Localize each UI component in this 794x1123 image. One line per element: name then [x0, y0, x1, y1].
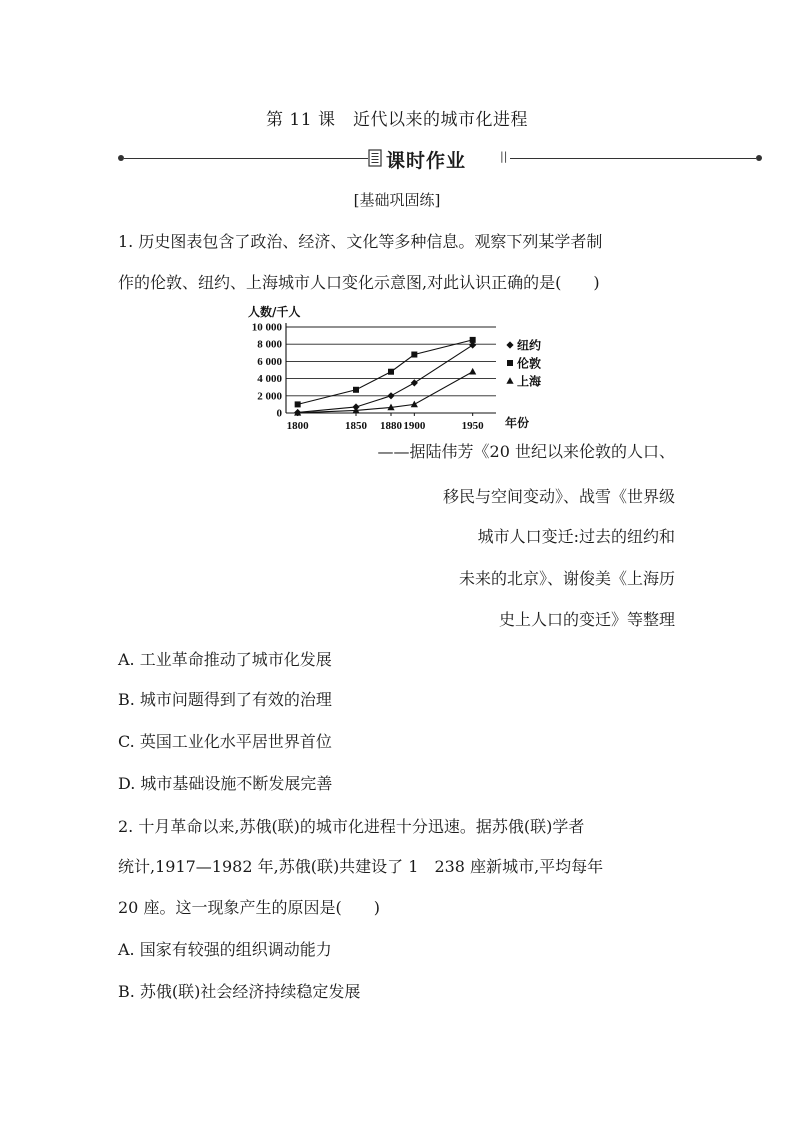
data-point: [469, 368, 476, 375]
x-tick-label: 1800: [286, 420, 309, 432]
data-point: [470, 337, 476, 343]
x-tick-label: 1850: [345, 420, 367, 432]
banner-dot-right: [756, 155, 762, 161]
x-tick-label: 1880: [380, 420, 402, 432]
x-axis-label: 年份: [505, 416, 530, 430]
y-tick-label: 0: [276, 407, 282, 420]
y-tick-label: 10 000: [251, 321, 282, 334]
x-tick-label: 1900: [403, 420, 426, 432]
data-point: [411, 379, 418, 386]
q2-option-b: B. 苏俄(联)社会经济持续稳定发展: [118, 982, 361, 1001]
y-tick-label: 8 000: [257, 338, 282, 351]
data-point: [353, 387, 359, 393]
banner-rule-left: [124, 158, 368, 159]
q1-option-a: A. 工业革命推动了城市化发展: [118, 650, 332, 669]
data-point: [388, 369, 394, 375]
legend-label: 纽约: [517, 338, 542, 353]
data-point: [387, 392, 394, 399]
banner-label: 课时作业: [386, 150, 467, 172]
banner-mark: ||: [500, 150, 508, 163]
q1-text-line1: 1. 历史图表包含了政治、经济、文化等多种信息。观察下列某学者制: [118, 232, 603, 251]
y-tick-label: 4 000: [257, 373, 282, 386]
y-axis-label: 人数/千人: [248, 305, 301, 319]
q1-option-d: D. 城市基础设施不断发展完善: [118, 774, 333, 793]
source-line-5: 史上人口的变迁》等整理: [498, 610, 675, 629]
x-tick-label: 1950: [461, 420, 484, 432]
legend-marker: [507, 360, 513, 366]
legend-label: 伦敦: [517, 356, 542, 371]
source-line-4: 未来的北京》、谢俊美《上海历: [458, 569, 675, 588]
legend-marker: [506, 341, 513, 348]
q2-text-line1: 2. 十月革命以来,苏俄(联)的城市化进程十分迅速。据苏俄(联)学者: [118, 817, 585, 836]
legend-marker: [506, 377, 513, 384]
q1-text-line2: 作的伦敦、纽约、上海城市人口变化示意图,对此认识正确的是( ): [118, 273, 600, 292]
legend-label: 上海: [517, 374, 542, 389]
data-point: [295, 401, 301, 407]
source-line-3: 城市人口变迁:过去的纽约和: [477, 527, 675, 546]
q2-option-a: A. 国家有较强的组织调动能力: [118, 940, 332, 959]
data-point: [411, 352, 417, 358]
y-tick-label: 2 000: [257, 390, 282, 403]
source-line-2: 移民与空间变动》、战雪《世界级: [442, 487, 675, 506]
data-point: [411, 401, 418, 408]
lesson-title: 第 11 课 近代以来的城市化进程: [266, 110, 528, 130]
q1-option-c: C. 英国工业化水平居世界首位: [118, 732, 332, 751]
q2-text-line2: 统计,1917—1982 年,苏俄(联)共建设了 1 238 座新城市,平均每年: [118, 857, 604, 876]
book-icon: [368, 149, 382, 167]
q1-option-b: B. 城市问题得到了有效的治理: [118, 690, 332, 709]
series-line: [298, 372, 473, 413]
source-line-1: ——据陆伟芳《20 世纪以来伦敦的人口、: [377, 442, 675, 461]
q2-text-line3: 20 座。这一现象产生的原因是( ): [118, 898, 380, 917]
population-line-chart: [238, 305, 542, 434]
series-line: [298, 340, 473, 405]
homework-banner: [118, 144, 762, 174]
section-heading: [基础巩固练]: [353, 191, 441, 209]
y-tick-label: 6 000: [257, 355, 282, 368]
banner-rule-right: [510, 158, 756, 159]
